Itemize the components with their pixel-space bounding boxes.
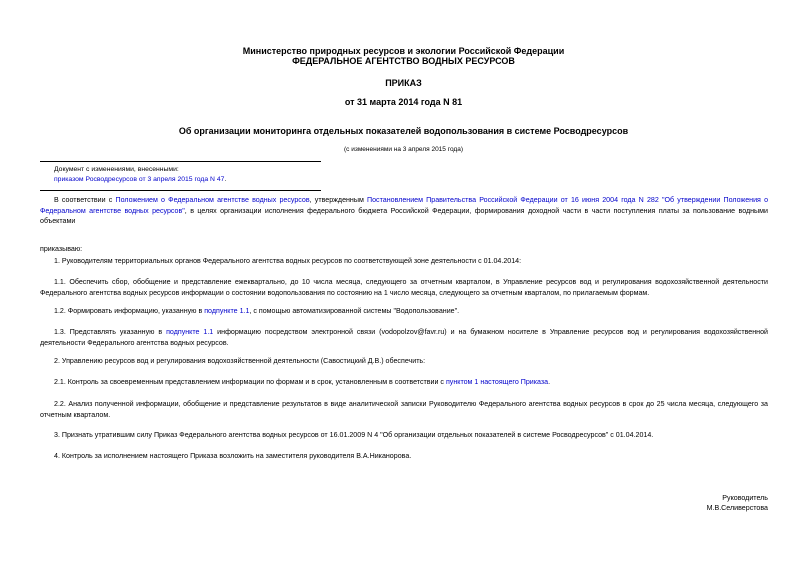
changes-box: [54, 165, 319, 185]
ministry-name: Министерство природных ресурсов и экологии Российской Федерации: [242, 46, 565, 56]
item-2: 2. Управлению ресурсов вод и регулирования водохозяйственной деятельности (Савостицкий Д.В.) обеспечить:: [54, 357, 426, 365]
government-decree-link[interactable]: Постановлением Правительства Российской Федерации от 16 июня 2004 года N 282 "Об утверждении Положения о Федеральном агентстве водных ресурсов": [40, 196, 769, 215]
amending-order-link[interactable]: приказом Росводресурсов от 3 апреля 2015 года N 47: [54, 176, 225, 183]
subpoint-1-1-link-a[interactable]: подпункте 1.1: [204, 307, 250, 315]
preamble-text-2: , утвержденным: [309, 196, 368, 204]
item-1-2: [40, 307, 768, 317]
preamble-text-1: В соответствии с: [54, 196, 116, 204]
preamble-paragraph: [40, 195, 768, 227]
point-1-link[interactable]: пунктом 1 настоящего Приказа: [445, 378, 549, 386]
document-title: Об организации мониторинга отдельных показателей водопользования в системе Росводресурсов: [178, 126, 629, 136]
item-1-3-text-1: 1.3. Представлять указанную в: [54, 328, 167, 336]
bottom-divider: [40, 190, 321, 191]
item-1-3-text-2: информацию посредством электронной связи (vodopolzov@favr.ru) и на бумажном носителе в Управление ресурсов вод и регулирования водохозяйственной деятельности Федерального агентства водных ресурсов.: [40, 328, 768, 347]
item-1-1: 1.1. Обеспечить сбор, обобщение и представление ежеквартально, до 10 числа месяца, следующего за отчетным кварталом, в Управление ресурсов вод и регулирования водохозяйственной деятельности Федерального агентства водных ресурсов информации о состоянии водопользования по состоянию на 1 число месяца, следующего за отчетным кварталом, по прилагаемым формам.: [40, 278, 768, 297]
item-2-1: [40, 378, 768, 388]
signature-name: М.В.Селиверстова: [706, 504, 768, 512]
signature-position: Руководитель: [722, 494, 768, 502]
top-divider: [40, 161, 321, 162]
changes-link-tail: .: [224, 176, 227, 183]
order-date: от 31 марта 2014 года N 81: [344, 97, 463, 107]
order-intro: приказываю:: [40, 245, 83, 253]
item-2-2: 2.2. Анализ полученной информации, обобщение и представление результатов в виде аналитической записки Руководителю Федерального агентства водных ресурсов в срок до 25 числа месяца, следующего за отчетным кварталом.: [40, 400, 768, 419]
agency-regulation-link[interactable]: Положением о Федеральном агентстве водных ресурсов: [115, 196, 310, 204]
agency-name: ФЕДЕРАЛЬНОЕ АГЕНТСТВО ВОДНЫХ РЕСУРСОВ: [292, 56, 515, 66]
subpoint-1-1-link-b[interactable]: подпункте 1.1: [166, 328, 214, 336]
amendment-note: (с изменениями на 3 апреля 2015 года): [343, 146, 463, 153]
item-1-3: [40, 327, 768, 348]
preamble-text-3: , в целях организации исполнения федерального бюджета Российской Федерации, формирования доходной части в части поступления платы за пользование водными объектами: [40, 206, 768, 225]
item-4: 4. Контроль за исполнением настоящего Приказа возложить на заместителя руководителя В.А.Никанорова.: [54, 452, 412, 460]
item-1-2-text-1: 1.2. Формировать информацию, указанную в: [54, 307, 205, 315]
item-2-1-text-1: 2.1. Контроль за своевременным представлением информации по формам и в срок, установленным в соответствии с: [54, 378, 446, 386]
order-word: ПРИКАЗ: [385, 78, 422, 88]
item-1: 1. Руководителям территориальных органов Федерального агентства водных ресурсов по соответствующей зоне деятельности с 01.04.2014:: [54, 257, 522, 265]
item-2-1-text-2: .: [548, 378, 551, 386]
item-3: 3. Признать утратившим силу Приказ Федерального агентства водных ресурсов от 16.01.2009 N 4 "Об организации отдельных показателей в системе Росводресурсов" с 01.04.2014.: [54, 431, 654, 439]
item-1-2-text-2: , с помощью автоматизированной системы "Водопользование".: [249, 307, 460, 315]
changes-label: Документ с изменениями, внесенными:: [54, 166, 179, 173]
